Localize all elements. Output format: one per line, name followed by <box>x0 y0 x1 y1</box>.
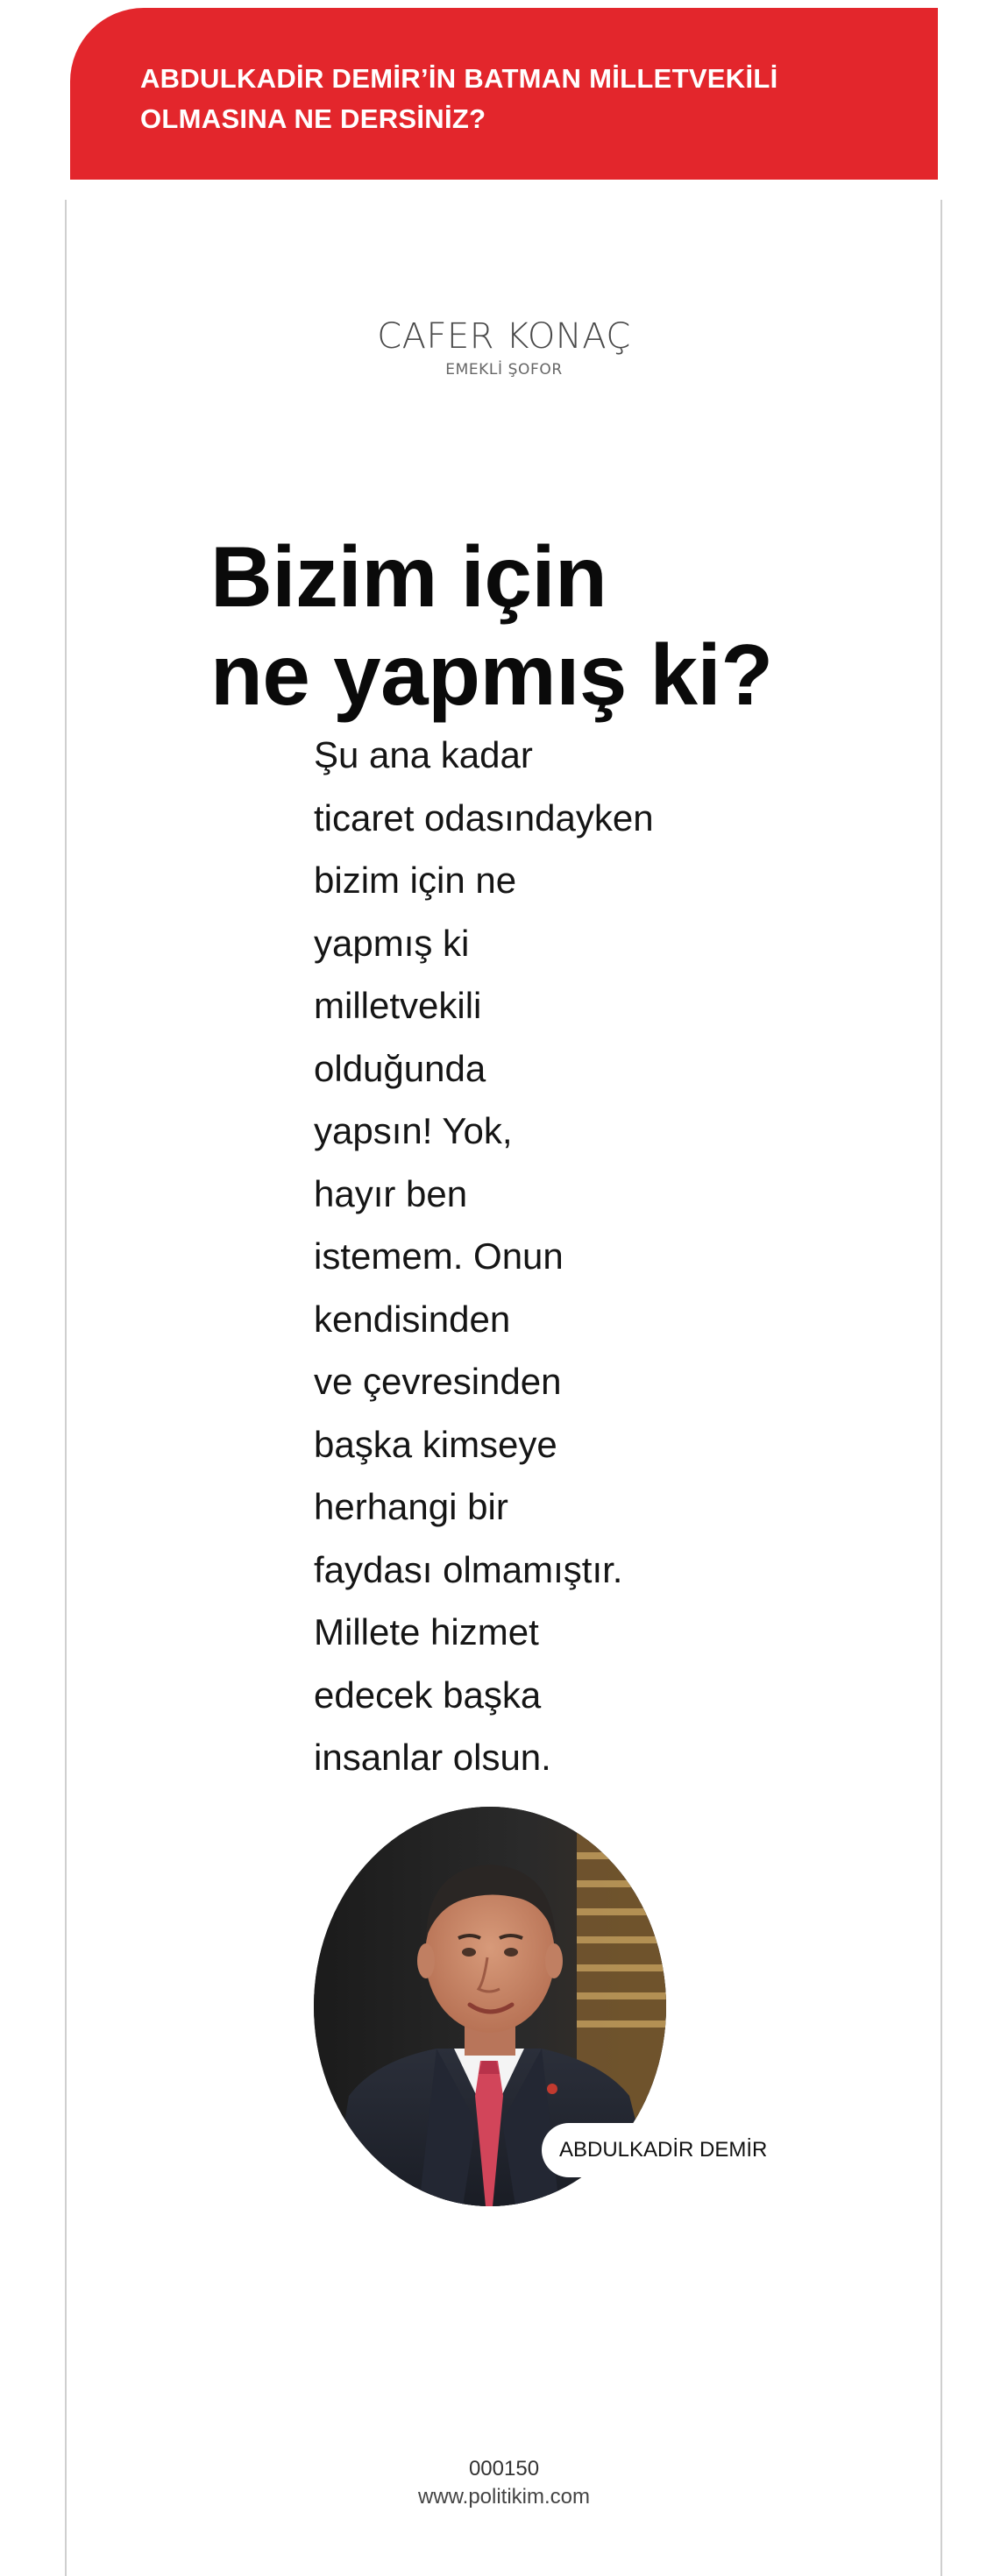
portrait-caption: ABDULKADİR DEMİR <box>542 2123 786 2177</box>
header-banner <box>70 8 938 180</box>
quote-line: bizim için ne <box>314 860 517 901</box>
quote-line: hayır ben <box>314 1172 468 1214</box>
quote-line: istemem. Onun <box>314 1235 564 1277</box>
quote-line: herhangi bir <box>314 1486 508 1527</box>
quote-line: Millete hizmet <box>314 1611 539 1652</box>
right-frame-line <box>941 200 942 2576</box>
quote-line: başka kimseye <box>314 1423 557 1465</box>
author-role: EMEKLİ ŞOFOR <box>445 361 563 379</box>
quote-line: olduğunda <box>314 1047 486 1089</box>
quote-line: insanlar olsun. <box>314 1737 551 1778</box>
header-title: ABDULKADİR DEMİR’İN BATMAN MİLLETVEKİLİ OLMASINA NE DERSİNİZ? <box>140 63 778 134</box>
quote-line: milletvekili <box>314 985 482 1026</box>
author-name: CAFER KONAÇ <box>377 316 631 357</box>
quote-line: kendisinden <box>314 1298 511 1340</box>
headline-line: ne yapmış ki? <box>210 626 773 723</box>
quote-line: yapmış ki <box>314 922 470 964</box>
footer <box>0 2455 1008 2511</box>
quote-body <box>314 724 770 1789</box>
quote-line: ticaret odasındayken <box>314 796 654 839</box>
left-frame-line <box>65 200 67 2576</box>
quote-line: ve çevresinden <box>314 1361 562 1402</box>
quote-line: Şu ana kadar <box>314 734 533 775</box>
quote-line: faydası olmamıştır. <box>314 1548 623 1590</box>
footer-code: 000150 <box>468 2457 540 2480</box>
quote-line: yapsın! Yok, <box>314 1110 513 1151</box>
headline-line: Bizim için <box>210 528 607 625</box>
headline <box>210 527 841 724</box>
footer-url[interactable]: www.politikim.com <box>417 2485 591 2509</box>
quote-line: edecek başka <box>314 1674 542 1716</box>
author-block <box>0 315 1008 380</box>
